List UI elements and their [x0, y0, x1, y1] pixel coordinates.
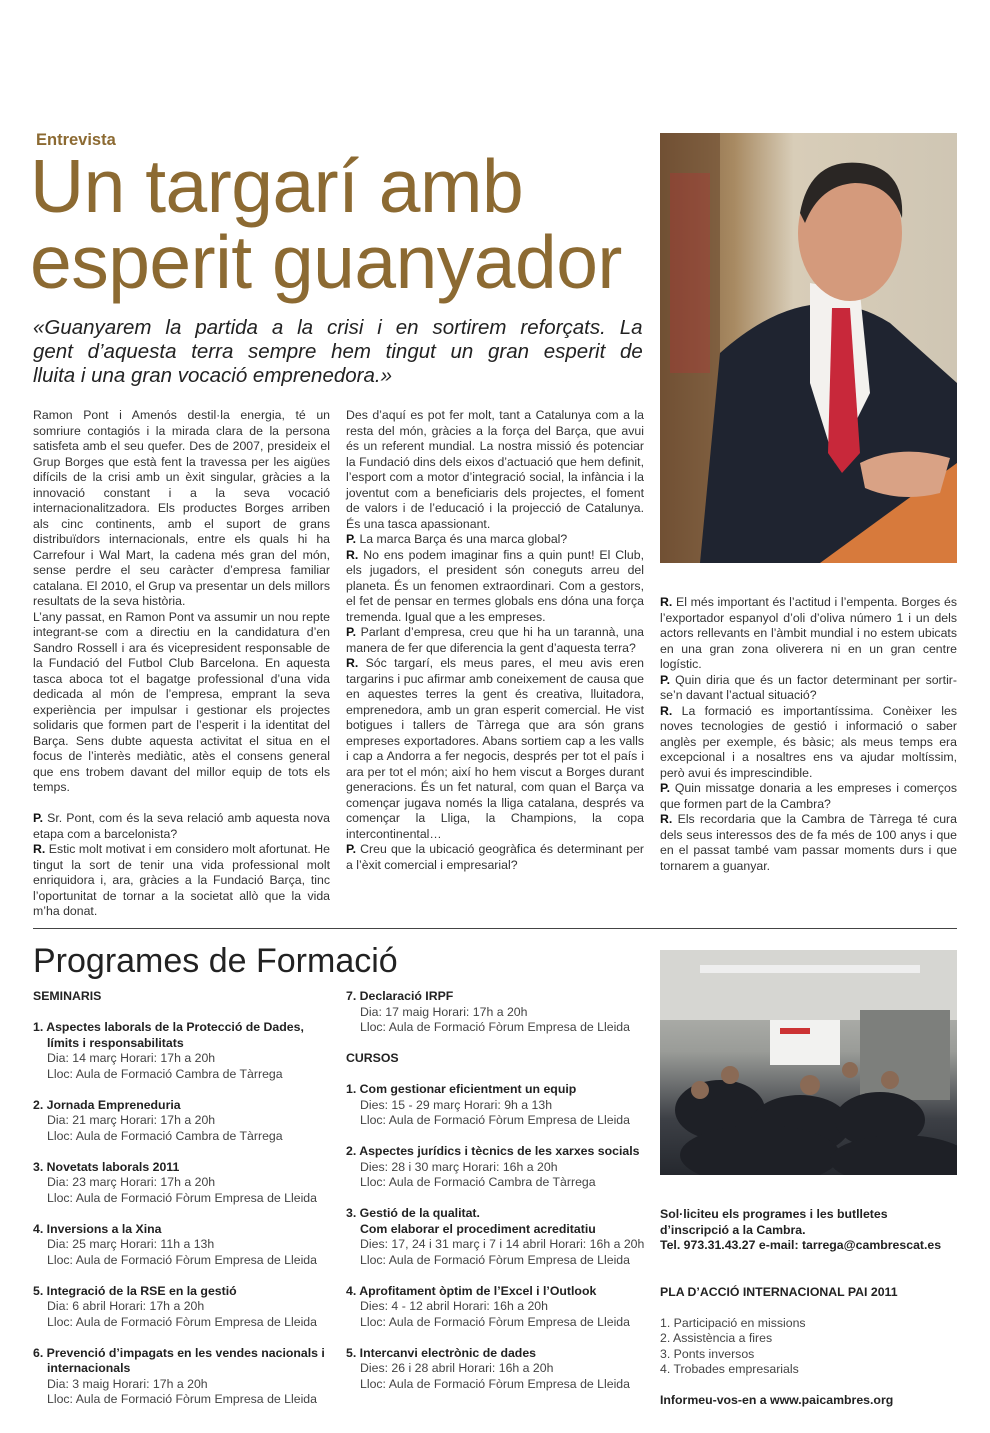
program-title: 3. Gestió de la qualitat.	[346, 1206, 480, 1220]
program-where: Lloc: Aula de Formació Fòrum Empresa de Lleida	[47, 1392, 317, 1406]
question	[660, 781, 957, 812]
program-when: Dia: 21 març Horari: 17h a 20h	[47, 1113, 216, 1127]
question-text: Sr. Pont, com és la seva relació amb aquesta nova etapa com a barcelonista?	[33, 811, 330, 841]
program-when: Dia: 14 març Horari: 17h a 20h	[47, 1051, 216, 1065]
paragraph-text: Des d’aquí es pot fer molt, tant a Catalunya com a la resta del món, gràcies a la força del Barça, que avui és un referent mundial. La nostra missió és potenciar la Fundació dins dels eixos d’actuació que hem definit, l’esport com a motor d’integració social, la infància i la joventut com a beneficiaris dels projectes, el foment de valors i de l’educació i la projecció de Catalunya. És una tasca apassionant.	[346, 408, 644, 531]
seminars-list	[33, 989, 333, 1423]
pai-item: 2. Assistència a fires	[660, 1331, 773, 1345]
programs-heading: Programes de Formació	[33, 942, 398, 980]
program-when: Dies: 4 - 12 abril Horari: 16h a 20h	[360, 1299, 548, 1313]
answer-marker: R.	[660, 703, 673, 718]
paragraph	[346, 408, 644, 532]
question	[346, 625, 644, 656]
title-line: Un targarí amb	[30, 144, 524, 228]
answer-marker: R.	[346, 547, 359, 562]
quote-line: lluita i una gran vocació emprenedora.»	[33, 364, 392, 387]
paragraph	[33, 610, 330, 796]
question-text: La marca Barça és una marca global?	[356, 532, 568, 546]
program-when: Dies: 26 i 28 abril Horari: 16h a 20h	[360, 1361, 554, 1375]
program-when: Dia: 23 març Horari: 17h a 20h	[47, 1175, 216, 1189]
program-where: Lloc: Aula de Formació Fòrum Empresa de Lleida	[47, 1314, 317, 1329]
answer-text: El més important és l’actitud i l’empenta. Borges és l’exportador espanyol d’oli d’oliva número 1 i un dels actors rellevants en l’àmbit mundial i no estem ubicats en una gran zona oliverera ni en un gran centre logístic.	[660, 595, 957, 671]
answer	[660, 812, 957, 874]
program-when: Dia: 3 maig Horari: 17h a 20h	[47, 1376, 208, 1391]
question-marker: P.	[346, 625, 357, 639]
info-link[interactable]: Informeu-vos-en a www.paicambres.org	[660, 1393, 894, 1407]
paragraph-text: Ramon Pont i Amenós destil·la energia, té un somriure contagiós i la mirada clara de la persona satisfeta amb el seu quefer. Des de 2007, presideix el Grup Borges que està fent la travessa per les aigües difícils de la crisi amb un èxit singular, gràcies a la innovació constant i a la seva vocació internacionalitzadora. Els productes Borges arriben als cinc continents, amb el suport de grans distribuïdors internacionals, entre els quals hi ha Carrefour i Wal Mart, la cadena més gran del món, sense perdre el seu caràcter d’empresa familiar catalana. El 2010, el Grup va presentar un dels millors resultats de la seva història.	[33, 408, 330, 608]
question-marker: P.	[346, 532, 357, 546]
paragraph-text: L’any passat, en Ramon Pont va assumir un nou repte integrant-se com a directiu en la candidatura d’en Sandro Rossell i ara és vicepresident responsable de la Fundació del Futbol Club Barcelona. En aquesta tasca aboca tot el bagatge professional d’una vida dedicada al món de l’empresa, emprant la seva experiència per impulsar i gestionar els projectes solidaris que formen part de l’esperit i la identitat del Barça. Sens dubte aquesta activitat el situa en el focus de l’interès mediàtic, atès el consens general que ens trobem davant del millor equip de tots els temps.	[33, 609, 330, 794]
question	[660, 673, 957, 704]
program-where: Lloc: Aula de Formació Cambra de Tàrrega	[47, 1128, 283, 1143]
answer	[346, 656, 644, 842]
pai-heading: PLA D’ACCIÓ INTERNACIONAL PAI 2011	[660, 1284, 898, 1299]
question	[346, 842, 644, 873]
section-divider	[33, 928, 957, 929]
program-where: Lloc: Aula de Formació Cambra de Tàrrega	[47, 1066, 283, 1081]
answer	[33, 842, 330, 920]
answer	[346, 548, 644, 626]
program-when: Dia: 17 maig Horari: 17h a 20h	[360, 1004, 528, 1019]
program-where: Lloc: Aula de Formació Fòrum Empresa de Lleida	[47, 1190, 317, 1205]
question-marker: P.	[660, 672, 671, 687]
article-column-2	[346, 408, 644, 873]
answer-marker: R.	[346, 656, 359, 670]
article-column-1	[33, 408, 330, 920]
pai-item: 4. Trobades empresarials	[660, 1362, 799, 1376]
interviewee-photo	[660, 133, 957, 563]
program-title: 5. Integració de la RSE en la gestió	[33, 1283, 237, 1298]
section-label: Entrevista	[36, 131, 116, 149]
question-marker: P.	[660, 781, 671, 795]
question	[346, 532, 644, 548]
question-marker: P.	[346, 842, 357, 856]
question	[33, 811, 330, 842]
answer-text: Estic molt motivat i em considero molt afortunat. He tingut la sort de tenir una vida professional molt enriquidora i, ara, gràcies a la Fundació Barça, tinc l’oportunitat de tornar a la societat allò que la vida m’ha donat.	[33, 842, 330, 918]
program-where: Lloc: Aula de Formació Fòrum Empresa de Lleida	[360, 1314, 630, 1329]
program-when: Dies: 17, 24 i 31 març i 7 i 14 abril Horari: 16h a 20h	[360, 1237, 645, 1251]
answer	[660, 704, 957, 782]
answer-marker: R.	[660, 595, 673, 609]
program-item	[346, 989, 651, 1036]
question-text: Quin missatge donaria a les empreses i comerços que formen part de la Cambra?	[660, 781, 957, 811]
program-item	[33, 1284, 333, 1331]
courses-list	[346, 989, 651, 1408]
program-title: 4. Aprofitament òptim de l’Excel i l’Outlook	[346, 1283, 597, 1298]
answer-marker: R.	[660, 812, 673, 826]
program-when: Dies: 15 - 29 març Horari: 9h a 13h	[360, 1097, 553, 1112]
program-item	[33, 1222, 333, 1269]
program-title: 7. Declaració IRPF	[346, 989, 454, 1003]
program-when: Dia: 6 abril Horari: 17h a 20h	[47, 1299, 205, 1313]
program-item	[33, 1020, 333, 1082]
article-title	[30, 144, 622, 304]
paragraph	[33, 408, 330, 610]
program-item	[346, 1144, 651, 1191]
program-when: Dia: 25 març Horari: 11h a 13h	[47, 1237, 215, 1251]
program-where: Lloc: Aula de Formació Fòrum Empresa de Lleida	[360, 1020, 630, 1034]
question-marker: P.	[33, 811, 44, 825]
classroom-photo	[660, 950, 957, 1175]
program-title: 6. Prevenció d’impagats en les vendes nacionals i internacionals	[33, 1345, 325, 1375]
program-item	[346, 1284, 651, 1331]
program-item	[33, 1346, 333, 1408]
program-where: Lloc: Aula de Formació Cambra de Tàrrega	[360, 1175, 596, 1189]
answer	[660, 595, 957, 673]
program-item	[33, 1160, 333, 1207]
program-item	[346, 1346, 651, 1393]
program-title: 1. Aspectes laborals de la Protecció de Dades, límits i responsabilitats	[33, 1020, 304, 1050]
pull-quote	[33, 316, 643, 388]
answer-text: La formació es importantíssima. Conèixer les noves tecnologies de gestió i informació o saber anglès per exemple, és bàsic; als meus temps era excepcional i a nosaltres ens va ajudar moltíssim, però avui és imprescindible.	[660, 703, 957, 780]
program-where: Lloc: Aula de Formació Fòrum Empresa de Lleida	[47, 1252, 317, 1267]
pai-item: 3. Ponts inversos	[660, 1346, 755, 1361]
question-text: Creu que la ubicació geogràfica és determinant per a l’èxit comercial i empresarial?	[346, 842, 644, 872]
contact-line[interactable]: Tel. 973.31.43.27 e-mail: tarrega@cambrescat.es	[660, 1238, 942, 1252]
program-title: 2. Aspectes jurídics i tècnics de les xarxes socials	[346, 1144, 640, 1158]
courses-label: CURSOS	[346, 1051, 399, 1065]
quote-line: «Guanyarem la partida a la crisi i en sortirem reforçats. La	[33, 316, 643, 339]
program-item	[33, 1098, 333, 1145]
program-where: Lloc: Aula de Formació Fòrum Empresa de Lleida	[360, 1376, 630, 1391]
program-title: 5. Intercanvi electrònic de dades	[346, 1345, 536, 1360]
program-title: 4. Inversions a la Xina	[33, 1221, 162, 1236]
contact-line: Sol·liciteu els programes i les butlletes	[660, 1207, 888, 1221]
program-when: Dies: 28 i 30 març Horari: 16h a 20h	[360, 1159, 558, 1174]
contact-info	[660, 1207, 960, 1409]
quote-line: gent d’aquesta terra sempre hem tingut un gran esperit de	[33, 340, 643, 363]
program-where: Lloc: Aula de Formació Fòrum Empresa de Lleida	[360, 1252, 630, 1267]
article-column-3	[660, 595, 957, 874]
program-title: 1. Com gestionar eficientment un equip	[346, 1082, 577, 1096]
answer-text: Els recordaria que la Cambra de Tàrrega té cura dels seus interessos des de fa més de 100 anys i que en el passat també vam passar moments durs i que tornarem a guanyar.	[660, 812, 957, 873]
program-where: Lloc: Aula de Formació Fòrum Empresa de Lleida	[360, 1113, 630, 1127]
program-title: 2. Jornada Empreneduria	[33, 1097, 181, 1112]
answer-text: No ens podem imaginar fins a quin punt! El Club, els jugadors, el president són coneguts arreu del planeta. És un fenomen extraordinari. Com a gestors, el fet de pensar en termes globals ens dóna una força tremenda. Igual que a les empreses.	[346, 547, 644, 624]
contact-line: d’inscripció a la Cambra.	[660, 1222, 806, 1237]
program-item	[346, 1206, 651, 1268]
answer-text: Sóc targarí, els meus pares, el meu avis eren targarins i puc afirmar amb coneixement de causa que en aquestes terres la gent és creativa, lluitadora, emprenedora, amb un gran esperit comercial. He vist botigues i tallers de Tàrrega que ara són grans empreses exportadores. Abans sortiem cap a les valls i cap a Andorra a fer negocis, després per tot el país i ara per tot el món; així ho hem viscut a Borges durant generacions. És un fet natural, com quan el Barça va començar jugava només la lliga catalana, després va començar la Lliga, la Champions, la copa intercontinental…	[346, 656, 644, 841]
question-text: Parlant d’empresa, creu que hi ha un tarannà, una manera de fer que diferencia la gent d’aquesta terra?	[346, 625, 644, 655]
seminars-label: SEMINARIS	[33, 989, 102, 1003]
program-title: Com elaborar el procediment acreditatiu	[360, 1221, 596, 1236]
pai-item: 1. Participació en missions	[660, 1315, 806, 1330]
program-title: 3. Novetats laborals 2011	[33, 1159, 180, 1174]
answer-marker: R.	[33, 842, 46, 856]
program-item	[346, 1082, 651, 1129]
question-text: Quin diria que és un factor determinant per sortir-se’n davant l’actual situació?	[660, 672, 957, 702]
title-line: esperit guanyador	[30, 220, 622, 304]
